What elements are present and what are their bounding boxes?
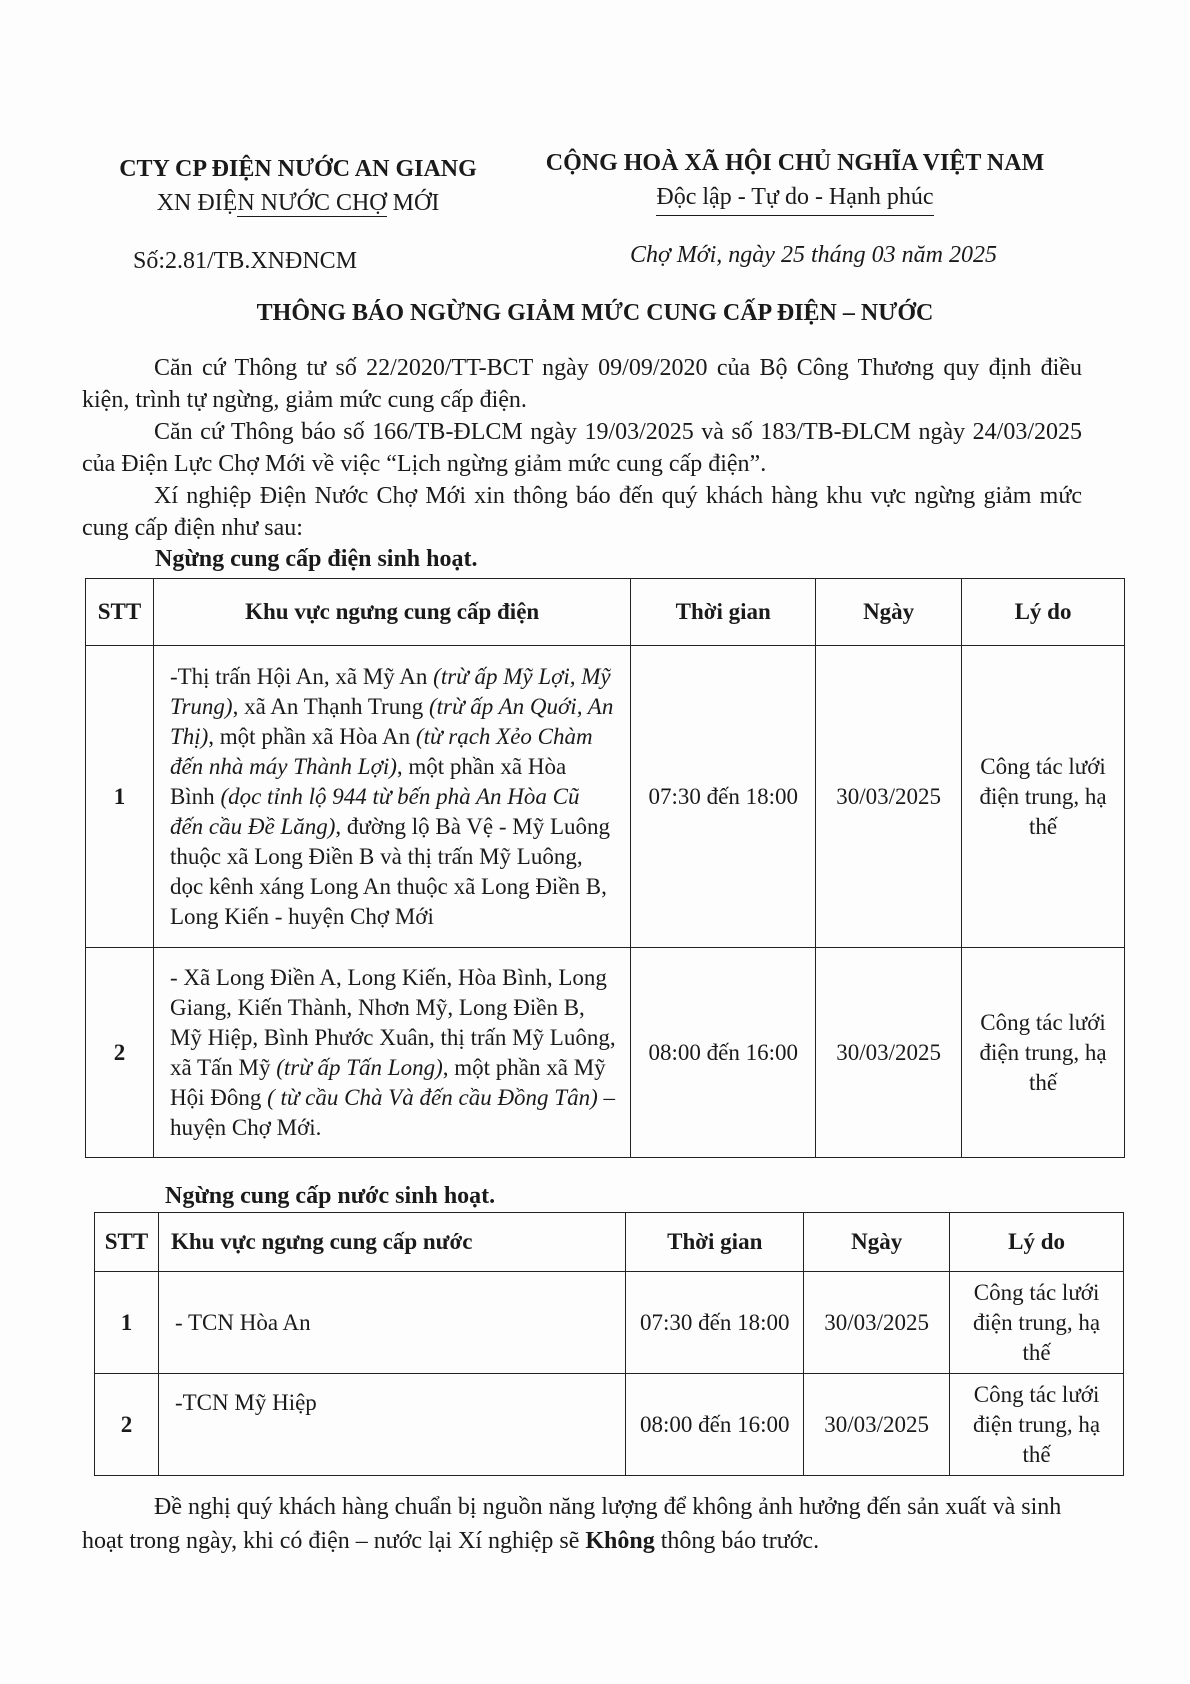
col-header-stt: STT [95, 1213, 159, 1272]
col-header-time: Thời gian [631, 579, 816, 646]
row-reason: Công tác lưới điện trung, hạ thế [950, 1272, 1124, 1374]
row-date: 30/03/2025 [804, 1374, 950, 1476]
branch-name: XN ĐIỆN NƯỚC CHỢ MỚI [156, 190, 440, 216]
paragraph-announcement: Xí nghiệp Điện Nước Chợ Mới xin thông báo đến quý khách hàng khu vực ngừng giảm mức cung cấp điện như sau: [82, 483, 1082, 541]
col-header-time: Thời gian [626, 1213, 804, 1272]
col-header-reason: Lý do [962, 579, 1125, 646]
col-header-reason: Lý do [950, 1213, 1124, 1272]
table-header-row [86, 579, 1125, 646]
paragraph-legal-basis-1: Căn cứ Thông tư số 22/2020/TT-BCT ngày 09/09/2020 của Bộ Công Thương quy định điều kiện, trình tự ngừng, giảm mức cung cấp điện. [82, 355, 1082, 413]
row-time: 08:00 đến 16:00 [626, 1374, 804, 1476]
document-title: THÔNG BÁO NGỪNG GIẢM MỨC CUNG CẤP ĐIỆN – NƯỚC [256, 300, 934, 326]
row-date: 30/03/2025 [816, 646, 962, 948]
row-stt: 2 [86, 948, 154, 1158]
place-and-date: Chợ Mới, ngày 25 tháng 03 năm 2025 [630, 242, 997, 268]
table-row [95, 1374, 1124, 1476]
row-area: -TCN Mỹ Hiệp [158, 1374, 625, 1476]
col-header-stt: STT [86, 579, 154, 646]
row-stt: 1 [86, 646, 154, 948]
table-header-row [95, 1213, 1124, 1272]
row-date: 30/03/2025 [804, 1272, 950, 1374]
row-reason: Công tác lưới điện trung, hạ thế [950, 1374, 1124, 1476]
paragraph-legal-basis-2: Căn cứ Thông báo số 166/TB-ĐLCM ngày 19/03/2025 và số 183/TB-ĐLCM ngày 24/03/2025 của Điện Lực Chợ Mới về việc “Lịch ngừng giảm mức cung cấp điện”. [82, 419, 1082, 477]
row-area: - Xã Long Điền A, Long Kiến, Hòa Bình, Long Giang, Kiến Thành, Nhơn Mỹ, Long Điền B, Mỹ Hiệp, Bình Phước Xuân, thị trấn Mỹ Luông, xã Tấn Mỹ (trừ ấp Tấn Long), một phần xã Mỹ Hội Đông ( từ cầu Chà Và đến cầu Đồng Tân) – huyện Chợ Mới. [153, 948, 630, 1158]
row-time: 07:30 đến 18:00 [626, 1272, 804, 1374]
water-outage-table [94, 1212, 1124, 1476]
national-motto: Độc lập - Tự do - Hạnh phúc [656, 180, 933, 216]
table-row [86, 646, 1125, 948]
row-stt: 1 [95, 1272, 159, 1374]
row-stt: 2 [95, 1374, 159, 1476]
col-header-date: Ngày [816, 579, 962, 646]
document-number: Số:2.81/TB.XNĐNCM [133, 248, 358, 274]
row-reason: Công tác lưới điện trung, hạ thế [962, 646, 1125, 948]
col-header-area: Khu vực ngưng cung cấp điện [153, 579, 630, 646]
water-section-heading: Ngừng cung cấp nước sinh hoạt. [165, 1183, 496, 1209]
col-header-date: Ngày [804, 1213, 950, 1272]
table-row [95, 1272, 1124, 1374]
row-time: 07:30 đến 18:00 [631, 646, 816, 948]
col-header-area: Khu vực ngưng cung cấp nước [158, 1213, 625, 1272]
row-area: - TCN Hòa An [158, 1272, 625, 1374]
closing-paragraph: Đề nghị quý khách hàng chuẩn bị nguồn năng lượng để không ảnh hưởng đến sản xuất và sinh hoạt trong ngày, khi có điện – nước lại Xí nghiệp sẽ Không thông báo trước. [82, 1494, 1062, 1554]
national-heading [535, 146, 1055, 216]
nation-title: CỘNG HOÀ XÃ HỘI CHỦ NGHĨA VIỆT NAM [545, 150, 1045, 176]
emphasis-not: Không [585, 1528, 655, 1554]
row-area: -Thị trấn Hội An, xã Mỹ An (trừ ấp Mỹ Lợi, Mỹ Trung), xã An Thạnh Trung (trừ ấp An Quới, An Thị), một phần xã Hòa An (từ rạch Xẻo Chàm đến nhà máy Thành Lợi), một phần xã Hòa Bình (dọc tỉnh lộ 944 từ bến phà An Hòa Cũ đến cầu Đề Lăng), đường lộ Bà Vệ - Mỹ Luông thuộc xã Long Điền B và thị trấn Mỹ Luông, dọc kênh xáng Long An thuộc xã Long Điền B, Long Kiến - huyện Chợ Mới [153, 646, 630, 948]
company-name: CTY CP ĐIỆN NƯỚC AN GIANG [119, 156, 477, 182]
row-date: 30/03/2025 [816, 948, 962, 1158]
row-reason: Công tác lưới điện trung, hạ thế [962, 948, 1125, 1158]
table-row [86, 948, 1125, 1158]
electric-outage-table [85, 578, 1125, 1158]
electric-section-heading: Ngừng cung cấp điện sinh hoạt. [155, 546, 478, 572]
row-time: 08:00 đến 16:00 [631, 948, 816, 1158]
issuer-block [88, 152, 508, 220]
